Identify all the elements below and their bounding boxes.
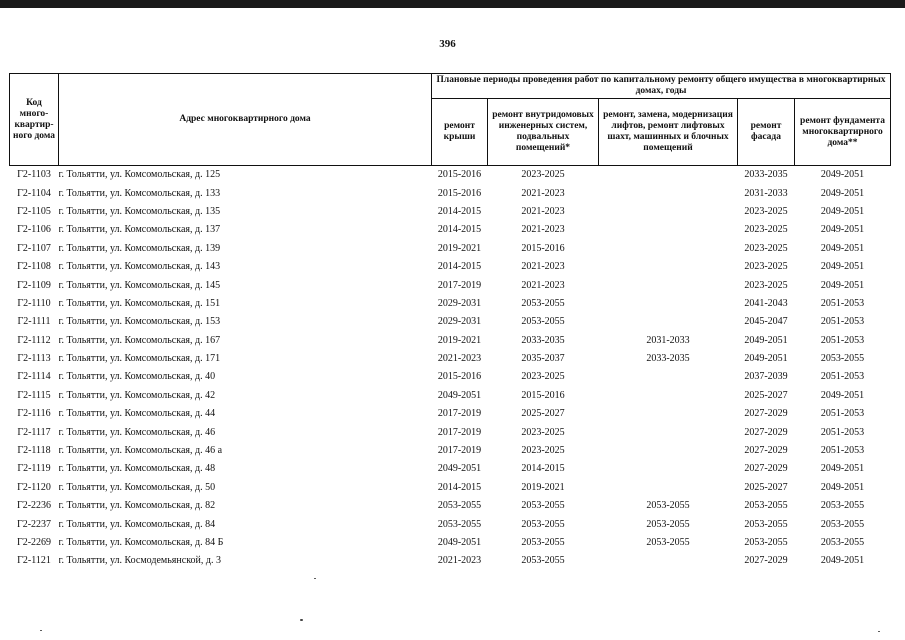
foundation-period: 2053-2055: [820, 518, 865, 530]
engineering-period: 2014-2015: [521, 463, 565, 475]
roof-period: 2049-2051: [437, 463, 482, 475]
engineering-period: 2053-2055: [521, 500, 565, 512]
table-row: [10, 313, 891, 331]
house-address: г. Тольятти, ул. Комсомольская, д. 143: [58, 261, 221, 273]
house-address: г. Тольятти, ул. Комсомольская, д. 153: [58, 316, 221, 328]
page-number: 396: [439, 38, 456, 50]
house-address: г. Тольятти, ул. Комсомольская, д. 171: [58, 353, 221, 365]
foundation-period: 2049-2051: [820, 242, 865, 254]
elevators-period: [599, 368, 738, 386]
foundation-period: 2053-2055: [820, 500, 865, 512]
house-address: г. Тольятти, ул. Космодемьянской, д. 3: [58, 555, 221, 567]
scan-speck: [300, 619, 303, 621]
elevators-period: 2031-2033: [646, 334, 690, 346]
elevators-period: 2053-2055: [646, 537, 690, 548]
foundation-period: 2051-2053: [820, 334, 865, 346]
house-code: Г2-1117: [17, 426, 51, 438]
house-code: Г2-1114: [17, 371, 51, 383]
elevators-period: [599, 423, 738, 441]
foundation-period: 2051-2053: [820, 316, 865, 328]
roof-period: 2049-2051: [437, 389, 482, 401]
engineering-period: 2035-2037: [521, 353, 565, 365]
facade-period: 2033-2035: [744, 169, 788, 181]
elevators-period: [599, 405, 738, 423]
foundation-period: 2049-2051: [820, 481, 865, 493]
scan-top-border: [0, 0, 905, 8]
table-row: [10, 368, 891, 386]
engineering-period: 2033-2035: [521, 334, 565, 346]
engineering-period: 2053-2055: [521, 316, 565, 328]
house-address: г. Тольятти, ул. Комсомольская, д. 42: [58, 389, 216, 401]
house-code: Г2-1111: [17, 316, 51, 328]
roof-period: 2015-2016: [437, 169, 482, 181]
facade-period: 2037-2039: [744, 371, 788, 383]
elevators-period: [599, 460, 738, 478]
table-row: [10, 387, 891, 405]
roof-period: 2053-2055: [437, 500, 482, 512]
facade-period: 2027-2029: [744, 426, 788, 438]
roof-period: 2014-2015: [437, 481, 482, 493]
table-row: [10, 295, 891, 313]
scan-speck: [314, 578, 316, 579]
foundation-period: 2049-2051: [820, 389, 865, 401]
roof-period: 2014-2015: [437, 261, 482, 273]
table-row: [10, 442, 891, 460]
table-row: [10, 423, 891, 441]
elevators-period: [599, 442, 738, 460]
foundation-period: 2051-2053: [820, 445, 865, 457]
foundation-period: 2049-2051: [820, 279, 865, 291]
house-address: г. Тольятти, ул. Комсомольская, д. 151: [58, 297, 221, 309]
header-facade: ремонт фасада: [738, 99, 795, 166]
engineering-period: 2021-2023: [521, 187, 565, 199]
scan-speck: [878, 631, 880, 632]
table-row: [10, 350, 891, 368]
table-row: [10, 497, 891, 515]
foundation-period: 2051-2053: [820, 371, 865, 383]
roof-period: 2029-2031: [437, 297, 482, 309]
house-code: Г2-1120: [17, 481, 51, 493]
facade-period: 2053-2055: [744, 537, 788, 548]
engineering-period: 2015-2016: [521, 389, 565, 401]
table-row: [10, 221, 891, 239]
house-address: г. Тольятти, ул. Комсомольская, д. 145: [58, 279, 221, 291]
roof-period: 2029-2031: [437, 316, 482, 328]
foundation-period: 2049-2051: [820, 261, 865, 273]
house-address: г. Тольятти, ул. Комсомольская, д. 125: [58, 169, 221, 181]
table-row: [10, 479, 891, 497]
roof-period: 2014-2015: [437, 224, 482, 236]
facade-period: 2031-2033: [744, 187, 788, 199]
elevators-period: [599, 479, 738, 497]
roof-period: 2017-2019: [437, 279, 482, 291]
house-address: г. Тольятти, ул. Комсомольская, д. 46 а: [58, 445, 223, 457]
house-address: г. Тольятти, ул. Комсомольская, д. 40: [58, 371, 216, 383]
foundation-period: 2049-2051: [820, 224, 865, 236]
facade-period: 2023-2025: [744, 279, 788, 291]
header-address: Адрес многоквартирного дома: [59, 74, 432, 166]
table-row: [10, 460, 891, 478]
facade-period: 2049-2051: [744, 334, 788, 346]
roof-period: 2053-2055: [437, 518, 482, 530]
facade-period: 2027-2029: [744, 463, 788, 475]
house-code: Г2-1103: [17, 169, 51, 181]
table-row: [10, 258, 891, 276]
house-code: Г2-1110: [17, 297, 51, 309]
house-address: г. Тольятти, ул. Комсомольская, д. 50: [58, 481, 216, 493]
elevators-period: [599, 184, 738, 202]
house-code: Г2-2269: [16, 537, 52, 548]
facade-period: 2025-2027: [744, 389, 788, 401]
engineering-period: 2023-2025: [521, 426, 565, 438]
elevators-period: [599, 387, 738, 405]
roof-period: 2019-2021: [437, 242, 482, 254]
house-code: Г2-1119: [17, 463, 51, 475]
house-code: Г2-1115: [17, 389, 51, 401]
engineering-period: 2021-2023: [521, 279, 565, 291]
house-code: Г2-2237: [16, 518, 52, 530]
roof-period: 2021-2023: [437, 353, 482, 365]
house-address: г. Тольятти, ул. Комсомольская, д. 139: [58, 242, 221, 254]
house-address: г. Тольятти, ул. Комсомольская, д. 44: [58, 408, 216, 420]
engineering-period: 2021-2023: [521, 261, 565, 273]
elevators-period: [599, 166, 738, 185]
table-row: [10, 166, 891, 185]
elevators-period: [599, 295, 738, 313]
engineering-period: 2053-2055: [521, 555, 565, 567]
roof-period: 2021-2023: [437, 555, 482, 567]
table-row: [10, 184, 891, 202]
roof-period: 2049-2051: [437, 537, 482, 548]
house-code: Г2-1107: [17, 242, 51, 254]
table-row: [10, 276, 891, 294]
table-row: [10, 405, 891, 423]
elevators-period: 2053-2055: [646, 500, 690, 512]
house-address: г. Тольятти, ул. Комсомольская, д. 84: [58, 518, 216, 530]
facade-period: 2023-2025: [744, 261, 788, 273]
elevators-period: [599, 276, 738, 294]
elevators-period: 2053-2055: [646, 518, 690, 530]
facade-period: 2023-2025: [744, 224, 788, 236]
roof-period: 2014-2015: [437, 205, 482, 217]
facade-period: 2027-2029: [744, 408, 788, 420]
facade-period: 2053-2055: [744, 500, 788, 512]
elevators-period: [599, 221, 738, 239]
foundation-period: 2053-2055: [820, 537, 865, 548]
house-address: г. Тольятти, ул. Комсомольская, д. 137: [58, 224, 221, 236]
foundation-period: 2049-2051: [820, 187, 865, 199]
house-address: г. Тольятти, ул. Комсомольская, д. 135: [58, 205, 221, 217]
facade-period: 2027-2029: [744, 445, 788, 457]
elevators-period: [599, 258, 738, 276]
header-engineering: ремонт внутридомовых инженерных систем, подвальных помещений*: [488, 99, 599, 166]
house-address: г. Тольятти, ул. Комсомольская, д. 46: [58, 426, 216, 438]
header-code: Код много-квартир-ного дома: [10, 74, 59, 166]
foundation-period: 2049-2051: [820, 205, 865, 217]
house-code: Г2-1112: [17, 334, 51, 346]
elevators-period: [599, 240, 738, 258]
roof-period: 2019-2021: [437, 334, 482, 346]
engineering-period: 2053-2055: [521, 518, 565, 530]
engineering-period: 2015-2016: [521, 242, 565, 254]
house-code: Г2-1104: [17, 187, 51, 199]
engineering-period: 2023-2025: [521, 445, 565, 457]
scan-speck: [40, 630, 42, 631]
roof-period: 2017-2019: [437, 445, 482, 457]
house-code: Г2-1105: [17, 205, 51, 217]
facade-period: 2023-2025: [744, 242, 788, 254]
engineering-period: 2025-2027: [521, 408, 565, 420]
house-code: Г2-1113: [17, 353, 51, 365]
house-address: г. Тольятти, ул. Комсомольская, д. 82: [58, 500, 216, 512]
table-row: [10, 534, 891, 552]
roof-period: 2017-2019: [437, 426, 482, 438]
roof-period: 2015-2016: [437, 371, 482, 383]
engineering-period: 2021-2023: [521, 224, 565, 236]
facade-period: 2041-2043: [744, 297, 788, 309]
engineering-period: 2053-2055: [521, 297, 565, 309]
table-row: [10, 552, 891, 570]
elevators-period: [599, 313, 738, 331]
house-code: Г2-1121: [17, 555, 51, 567]
engineering-period: 2021-2023: [521, 205, 565, 217]
engineering-period: 2023-2025: [521, 169, 565, 181]
header-roof: ремонт крыши: [432, 99, 488, 166]
engineering-period: 2023-2025: [521, 371, 565, 383]
house-code: Г2-2236: [16, 500, 52, 512]
elevators-period: [599, 203, 738, 221]
house-address: г. Тольятти, ул. Комсомольская, д. 133: [58, 187, 221, 199]
engineering-period: 2019-2021: [521, 481, 565, 493]
foundation-period: 2051-2053: [820, 408, 865, 420]
table-row: [10, 240, 891, 258]
house-code: Г2-1116: [17, 408, 51, 420]
house-code: Г2-1118: [17, 445, 51, 457]
elevators-period: 2033-2035: [646, 353, 690, 365]
facade-period: 2045-2047: [744, 316, 788, 328]
house-address: г. Тольятти, ул. Комсомольская, д. 84 Б: [58, 537, 224, 548]
elevators-period: [599, 552, 738, 570]
engineering-period: 2053-2055: [521, 537, 565, 548]
house-address: г. Тольятти, ул. Комсомольская, д. 167: [58, 334, 221, 346]
foundation-period: 2049-2051: [820, 463, 865, 475]
table-row: [10, 332, 891, 350]
facade-period: 2027-2029: [744, 555, 788, 567]
facade-period: 2049-2051: [744, 353, 788, 365]
facade-period: 2053-2055: [744, 518, 788, 530]
house-code: Г2-1108: [17, 261, 51, 273]
facade-period: 2025-2027: [744, 481, 788, 493]
header-foundation: ремонт фундамента многоквартирного дома**: [795, 99, 891, 166]
table-row: [10, 203, 891, 221]
header-work-periods: Плановые периоды проведения работ по капитальному ремонту общего имущества в многоквартирных домах, годы: [432, 74, 891, 99]
house-code: Г2-1106: [17, 224, 51, 236]
roof-period: 2015-2016: [437, 187, 482, 199]
table-row: [10, 515, 891, 533]
header-elevators: ремонт, замена, модернизация лифтов, ремонт лифтовых шахт, машинных и блочных помещений: [599, 99, 738, 166]
facade-period: 2023-2025: [744, 205, 788, 217]
house-address: г. Тольятти, ул. Комсомольская, д. 48: [58, 463, 216, 475]
house-code: Г2-1109: [17, 279, 51, 291]
foundation-period: 2051-2053: [820, 297, 865, 309]
foundation-period: 2049-2051: [820, 169, 865, 181]
foundation-period: 2053-2055: [820, 353, 865, 365]
roof-period: 2017-2019: [437, 408, 482, 420]
capital-repair-table: [9, 73, 891, 571]
foundation-period: 2049-2051: [820, 555, 865, 567]
foundation-period: 2051-2053: [820, 426, 865, 438]
